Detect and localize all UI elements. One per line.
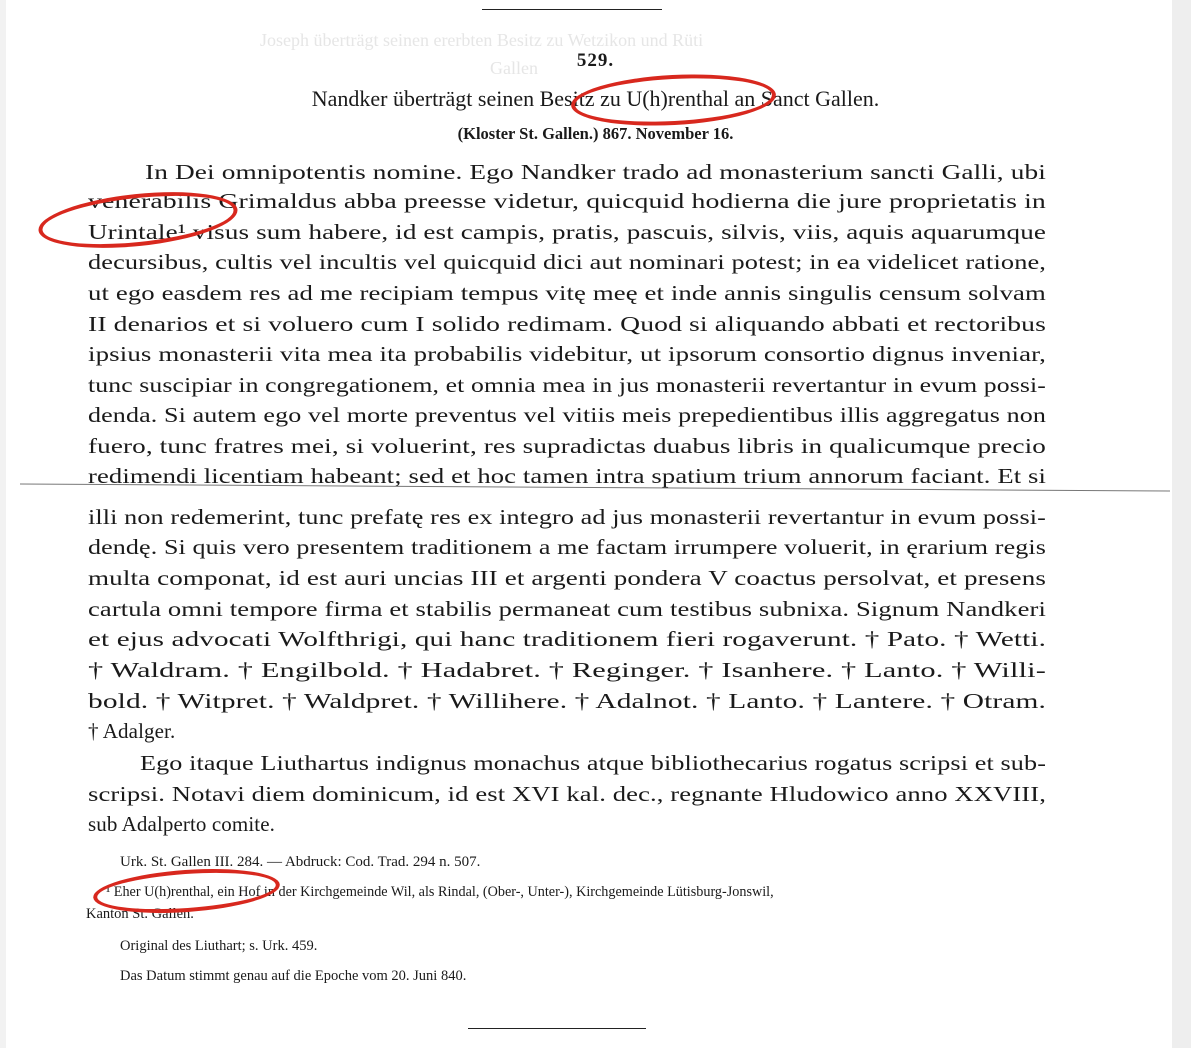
body-line: II denarios et si voluero cum I solido redimam. Quod si aliquando abbati et rectoribus <box>88 312 1046 336</box>
footnote: ¹ Eher U(h)renthal, ein Hof in der Kirchgemeinde Wil, als Rindal, (Ober-, Unter-), Kirchgemeinde Lütisburg-Jonswil, <box>106 884 774 900</box>
body-line: scripsi. Notavi diem dominicum, id est XVI kal. dec., regnante Hludowico anno XXVIII, <box>88 782 1047 806</box>
body-line: redimendi licentiam habeant; sed et hoc tamen intra spatium trium annorum faciant. Et si <box>88 464 1046 488</box>
highlight-ellipse-urintale <box>36 184 240 257</box>
footnote-continuation: Kanton St. Gallen. <box>86 906 194 922</box>
highlight-ellipse-title <box>570 70 777 131</box>
document-number: 529. <box>576 50 615 71</box>
scan-edge-right <box>1172 0 1191 1048</box>
body-line: ipsius monasterii vita mea ita probabilis videbitur, ut ipsorum consortio dignus inveniar, <box>88 342 1047 366</box>
body-line: † Adalger. <box>88 719 176 743</box>
body-line: dendę. Si quis vero presentem traditionem a me factam irrumpere voluerit, in ęrarium regis <box>88 535 1046 559</box>
note: Original des Liuthart; s. Urk. 459. <box>120 938 318 954</box>
body-line: denda. Si autem ego vel morte preventus vel vitiis meis prepedientibus illis aggregatus non <box>88 403 1047 427</box>
body-line: multa componat, id est auri uncias III et argenti pondera V coactus persolvat, et presens <box>88 566 1047 590</box>
document-title: Nandker überträgt seinen Besitz zu U(h)renthal an Sanct Gallen. <box>311 86 880 111</box>
body-line: Ego itaque Liuthartus indignus monachus atque bibliothecarius rogatus scripsi et sub- <box>140 751 1047 775</box>
body-line: et ejus advocati Wolfthrigi, qui hanc traditionem fieri rogaverunt. † Pato. † Wetti. <box>88 627 1047 651</box>
body-line: sub Adalperto comite. <box>88 812 275 836</box>
body-line: In Dei omnipotentis nomine. Ego Nandker trado ad monasterium sancti Galli, ubi <box>145 160 1047 184</box>
note: Das Datum stimmt genau auf die Epoche vom 20. Juni 840. <box>120 968 467 984</box>
bleed-through-text: Joseph überträgt seinen ererbten Besitz zu Wetzikon und Rüti <box>260 30 704 50</box>
document-subtitle: (Kloster St. Gallen.) 867. November 16. <box>457 124 734 143</box>
source-reference: Urk. St. Gallen III. 284. — Abdruck: Cod. Trad. 294 n. 507. <box>120 854 481 870</box>
body-line: bold. † Witpret. † Waldpret. † Willihere. † Adalnot. † Lanto. † Lantere. † Otram. <box>88 689 1047 713</box>
body-line: venerabilis Grimaldus abba preesse videtur, quicquid hodierna die jure proprietatis in <box>88 189 1046 213</box>
body-line: illi non redemerint, tunc prefatę res ex integro ad jus monasterii revertantur in evum possi- <box>88 505 1046 529</box>
body-line: ut ego easdem res ad me recipiam tempus vitę meę et inde annis singulis censum solvam <box>88 281 1046 305</box>
top-rule <box>482 9 662 10</box>
bottom-rule <box>468 1028 646 1029</box>
body-line: fuero, tunc fratres mei, si voluerint, res supradictas duabus libris in qualicumque precio <box>88 434 1046 458</box>
body-line: † Waldram. † Engilbold. † Hadabret. † Reginger. † Isanhere. † Lanto. † Willi- <box>88 658 1047 682</box>
highlight-ellipse-footnote <box>92 864 281 919</box>
body-line: Urintale¹ visus sum habere, id est campis, pratis, pascuis, silvis, viis, aquis aquarumque <box>88 220 1047 244</box>
body-line: decursibus, cultis vel incultis vel quicquid dici aut nominari potest; in ea videlicet ratione, <box>88 250 1046 274</box>
body-line: cartula omni tempore firma et stabilis permaneat cum testibus subnixa. Signum Nandkeri <box>88 597 1046 621</box>
body-line: tunc suscipiar in congregationem, et omnia mea in jus monasterii revertantur in evum possi- <box>88 373 1046 397</box>
bleed-through-text-2: Gallen <box>490 58 538 78</box>
scan-edge-left <box>0 0 6 1048</box>
